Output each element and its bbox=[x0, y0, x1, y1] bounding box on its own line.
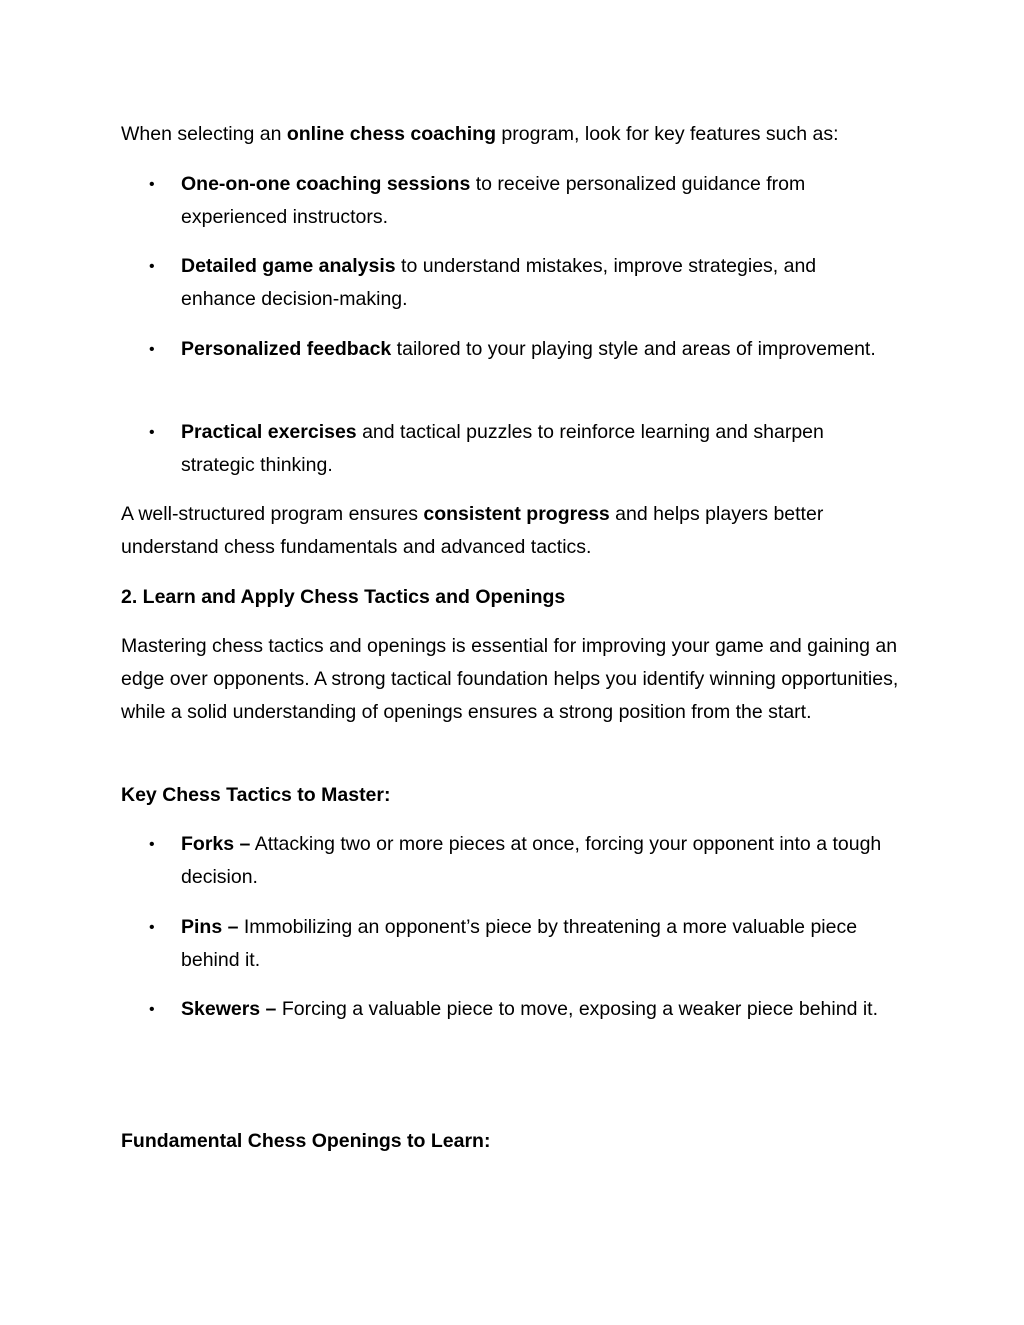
section-body-paragraph: Mastering chess tactics and openings is essential for improving your game and gaining an edge over opponents. A strong tactical foundation helps you identify winning opportunities, while a solid understanding of openings ensures a strong position from the start. bbox=[121, 635, 899, 723]
list-item-text bbox=[181, 250, 896, 316]
list-item-bold: Forks – bbox=[181, 833, 251, 855]
list-item-rest: to understand mistakes, improve strategies, and enhance decision-making. bbox=[181, 255, 817, 310]
intro-text-end: program, look for key features such as: bbox=[496, 123, 839, 145]
summary-paragraph bbox=[121, 498, 901, 564]
tactics-heading: Key Chess Tactics to Master: bbox=[121, 784, 391, 806]
bullet-icon: • bbox=[149, 424, 155, 441]
list-item-rest: tailored to your playing style and areas of improvement. bbox=[391, 338, 876, 360]
bullet-icon: • bbox=[149, 919, 155, 936]
list-item-rest: Attacking two or more pieces at once, forcing your opponent into a tough decision. bbox=[181, 833, 882, 888]
intro-text-start: When selecting an bbox=[121, 123, 287, 145]
list-item-bold: Skewers – bbox=[181, 998, 277, 1020]
list-item-text bbox=[181, 168, 896, 234]
list-item-text bbox=[181, 828, 896, 894]
list-item-rest: and tactical puzzles to reinforce learning and sharpen strategic thinking. bbox=[181, 421, 824, 476]
list-item-rest: Immobilizing an opponent’s piece by threatening a more valuable piece behind it. bbox=[181, 916, 858, 971]
list-item-bold: Pins – bbox=[181, 916, 239, 938]
list-item-bold: Practical exercises bbox=[181, 421, 357, 443]
bullet-icon: • bbox=[149, 836, 155, 853]
list-item-bold: Detailed game analysis bbox=[181, 255, 396, 277]
bullet-icon: • bbox=[149, 176, 155, 193]
list-item-text bbox=[181, 993, 896, 1026]
intro-bold-text: online chess coaching bbox=[286, 123, 496, 145]
bullet-icon: • bbox=[149, 1001, 155, 1018]
list-item-text bbox=[181, 416, 896, 482]
intro-paragraph bbox=[121, 118, 901, 151]
list-item-rest: to receive personalized guidance from experienced instructors. bbox=[181, 173, 806, 228]
list-item-rest: Forcing a valuable piece to move, exposing a weaker piece behind it. bbox=[276, 998, 879, 1020]
list-item-bold: Personalized feedback bbox=[181, 338, 392, 360]
bullet-icon: • bbox=[149, 341, 155, 358]
section-heading: 2. Learn and Apply Chess Tactics and Openings bbox=[121, 586, 566, 608]
list-item-text bbox=[181, 333, 896, 366]
list-item-bold: One-on-one coaching sessions bbox=[181, 173, 471, 195]
summary-bold-text: consistent progress bbox=[423, 503, 610, 525]
list-item-text bbox=[181, 911, 896, 977]
summary-text-start: A well-structured program ensures bbox=[121, 503, 424, 525]
openings-heading: Fundamental Chess Openings to Learn: bbox=[121, 1130, 491, 1152]
summary-text-end: and helps players better understand chess fundamentals and advanced tactics. bbox=[121, 503, 824, 558]
bullet-icon: • bbox=[149, 258, 155, 275]
